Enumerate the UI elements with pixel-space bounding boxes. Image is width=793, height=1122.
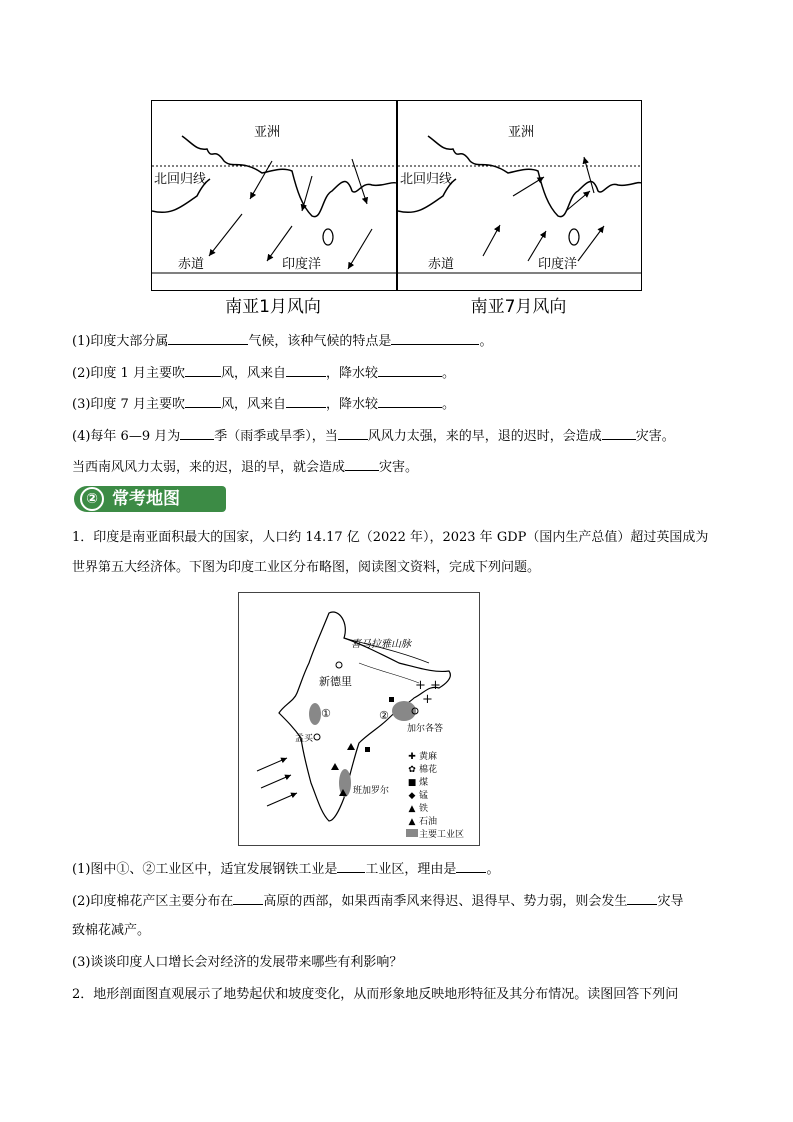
q3-text: 。 bbox=[441, 397, 455, 412]
legend-item bbox=[405, 803, 464, 816]
q1-text: (1)印度大部分属 bbox=[72, 334, 169, 349]
section-title: 常考地图 bbox=[112, 489, 180, 509]
himalaya-label: 喜马拉雅山脉 bbox=[351, 639, 411, 650]
q4-text: (4)每年 6—9 月为 bbox=[72, 429, 181, 444]
map-legend bbox=[405, 751, 464, 842]
industrial-zone-icon bbox=[405, 829, 419, 842]
answer-blank[interactable] bbox=[185, 393, 221, 408]
q4-text: 风风力太强，来的早，退的迟时，会造成 bbox=[367, 429, 602, 444]
wind-arrow bbox=[566, 191, 590, 211]
wind-arrow bbox=[578, 226, 604, 261]
sri-lanka bbox=[323, 229, 333, 245]
coal-symbol bbox=[389, 697, 394, 702]
region-2-label: ② bbox=[379, 709, 389, 722]
section-number: ② bbox=[80, 487, 104, 511]
coal-symbol bbox=[365, 747, 370, 752]
cotton-icon: ✿ bbox=[408, 765, 416, 775]
monsoon-arrow bbox=[257, 758, 287, 771]
answer-blank[interactable] bbox=[345, 456, 379, 471]
mumbai-marker bbox=[314, 734, 320, 740]
answer-blank[interactable] bbox=[185, 362, 221, 377]
legend-label: 锰 bbox=[419, 791, 429, 801]
p1q2-text: 灾导 bbox=[657, 894, 684, 909]
legend-label: 黄麻 bbox=[419, 752, 438, 762]
mumbai-label: 孟买 bbox=[295, 734, 314, 744]
q2-text: ，降水较 bbox=[325, 366, 378, 381]
answer-blank[interactable] bbox=[180, 425, 214, 440]
q3-text: (3)印度 7 月主要吹 bbox=[72, 397, 185, 412]
problem-1-q3: (3)谈谈印度人口增长会对经济的发展带来哪些有利影响？ bbox=[72, 955, 403, 970]
manganese-icon: ◆ bbox=[408, 791, 416, 801]
legend-label: 铁 bbox=[419, 804, 429, 814]
industrial-zone-1 bbox=[309, 703, 321, 725]
q2-text: 。 bbox=[441, 366, 455, 381]
answer-blank[interactable] bbox=[378, 362, 442, 377]
legend-item bbox=[405, 751, 464, 764]
p1q2-text: (2)印度棉花产区主要分布在 bbox=[72, 894, 234, 909]
q2-text: 风，风来自 bbox=[220, 366, 286, 381]
wind-arrow bbox=[348, 229, 372, 269]
delhi-marker bbox=[336, 662, 342, 668]
question-2 bbox=[72, 362, 455, 384]
q3-text: 风，风来自 bbox=[220, 397, 286, 412]
coastline bbox=[428, 136, 641, 217]
legend-label: 棉花 bbox=[419, 765, 438, 775]
india-industry-map bbox=[238, 592, 480, 846]
question-3 bbox=[72, 393, 455, 415]
july-map-caption: 南亚7月风向 bbox=[470, 297, 567, 317]
bangalore-label: 班加罗尔 bbox=[353, 786, 390, 796]
q1-text: 。 bbox=[479, 334, 493, 349]
sri-lanka bbox=[569, 229, 579, 245]
problem-2-intro: 2．地形剖面图直观展示了地势起伏和坡度变化，从而形象地反映地形特征及其分布情况。读图回答下列问 bbox=[72, 987, 679, 1002]
legend-item bbox=[405, 777, 464, 790]
p1q1-text: (1)图中①、②工业区中，适宜发展钢铁工业是 bbox=[72, 862, 338, 877]
question-1 bbox=[72, 330, 492, 352]
question-4-cont bbox=[72, 456, 418, 478]
answer-blank[interactable] bbox=[286, 362, 326, 377]
jute-symbol: + bbox=[422, 692, 433, 707]
answer-blank[interactable] bbox=[456, 858, 486, 873]
asia-label: 亚洲 bbox=[508, 125, 535, 140]
kolkata-label: 加尔各答 bbox=[407, 724, 444, 734]
problem-1-intro-cont: 世界第五大经济体。下图为印度工业区分布略图，阅读图文资料，完成下列问题。 bbox=[72, 560, 541, 575]
tropic-label: 北回归线 bbox=[154, 172, 207, 187]
q3-text: ，降水较 bbox=[325, 397, 378, 412]
wind-arrow bbox=[584, 157, 594, 193]
q4-text: 季（雨季或旱季），当 bbox=[214, 429, 338, 444]
wind-arrow bbox=[513, 177, 544, 196]
legend-label: 石油 bbox=[419, 817, 438, 827]
p1q1-text: 。 bbox=[486, 862, 500, 877]
question-4 bbox=[72, 425, 675, 447]
q4-text: 灾害。 bbox=[635, 429, 675, 444]
wind-arrow bbox=[250, 161, 272, 199]
problem-1-q2 bbox=[72, 890, 683, 912]
delhi-label: 新德里 bbox=[319, 675, 352, 688]
oil-icon: ▲ bbox=[408, 817, 416, 827]
answer-blank[interactable] bbox=[168, 330, 248, 345]
ocean-label: 印度洋 bbox=[282, 257, 322, 272]
january-map-caption: 南亚1月风向 bbox=[225, 297, 321, 317]
monsoon-arrow bbox=[267, 793, 297, 806]
wind-arrow bbox=[483, 225, 500, 256]
legend-item bbox=[405, 816, 464, 829]
monsoon-arrow bbox=[261, 775, 291, 788]
answer-blank[interactable] bbox=[627, 890, 657, 905]
answer-blank[interactable] bbox=[286, 393, 326, 408]
problem-1-intro: 1．印度是南亚面积最大的国家，人口约 14.17 亿（2022 年），2023 年 GDP（国内生产总值）超过英国成为 bbox=[72, 530, 709, 545]
problem-1-q1 bbox=[72, 858, 499, 880]
answer-blank[interactable] bbox=[337, 858, 365, 873]
legend-label: 主要工业区 bbox=[419, 830, 465, 840]
legend-item bbox=[405, 790, 464, 803]
equator-label: 赤道 bbox=[178, 257, 205, 272]
problem-1-q2-cont: 致棉花减产。 bbox=[72, 923, 151, 938]
q2-text: (2)印度 1 月主要吹 bbox=[72, 366, 185, 381]
answer-blank[interactable] bbox=[391, 330, 479, 345]
coal-icon: ■ bbox=[407, 778, 417, 788]
q4-text: 灾害。 bbox=[379, 460, 419, 475]
ocean-label: 印度洋 bbox=[538, 257, 578, 272]
coastline bbox=[182, 136, 396, 217]
january-wind-map bbox=[151, 100, 397, 291]
p1q2-text: 高原的西部，如果西南季风来得迟、退得早、势力弱，则会发生 bbox=[263, 894, 628, 909]
asia-label: 亚洲 bbox=[254, 125, 281, 140]
answer-blank[interactable] bbox=[233, 890, 263, 905]
answer-blank[interactable] bbox=[378, 393, 442, 408]
p1q1-text: 工业区，理由是 bbox=[365, 862, 457, 877]
answer-blank[interactable] bbox=[338, 425, 368, 440]
wind-arrow bbox=[302, 176, 312, 211]
iron-symbol bbox=[331, 763, 339, 770]
legend-label: 煤 bbox=[419, 778, 429, 788]
jute-icon: ✚ bbox=[408, 752, 416, 762]
iron-icon: ▲ bbox=[408, 804, 416, 814]
wind-arrow bbox=[209, 214, 242, 256]
q1-text: 气候，该种气候的特点是 bbox=[248, 334, 392, 349]
legend-item bbox=[405, 829, 464, 842]
equator-label: 赤道 bbox=[428, 257, 455, 272]
legend-item bbox=[405, 764, 464, 777]
q4-text: 当西南风风力太弱，来的迟，退的早，就会造成 bbox=[72, 460, 346, 475]
tropic-label: 北回归线 bbox=[400, 172, 453, 187]
section-badge bbox=[74, 486, 226, 512]
iron-symbol bbox=[347, 743, 355, 750]
jute-symbol: + + bbox=[415, 678, 441, 693]
answer-blank[interactable] bbox=[602, 425, 636, 440]
july-wind-map bbox=[397, 100, 642, 291]
region-1-label: ① bbox=[321, 707, 331, 720]
